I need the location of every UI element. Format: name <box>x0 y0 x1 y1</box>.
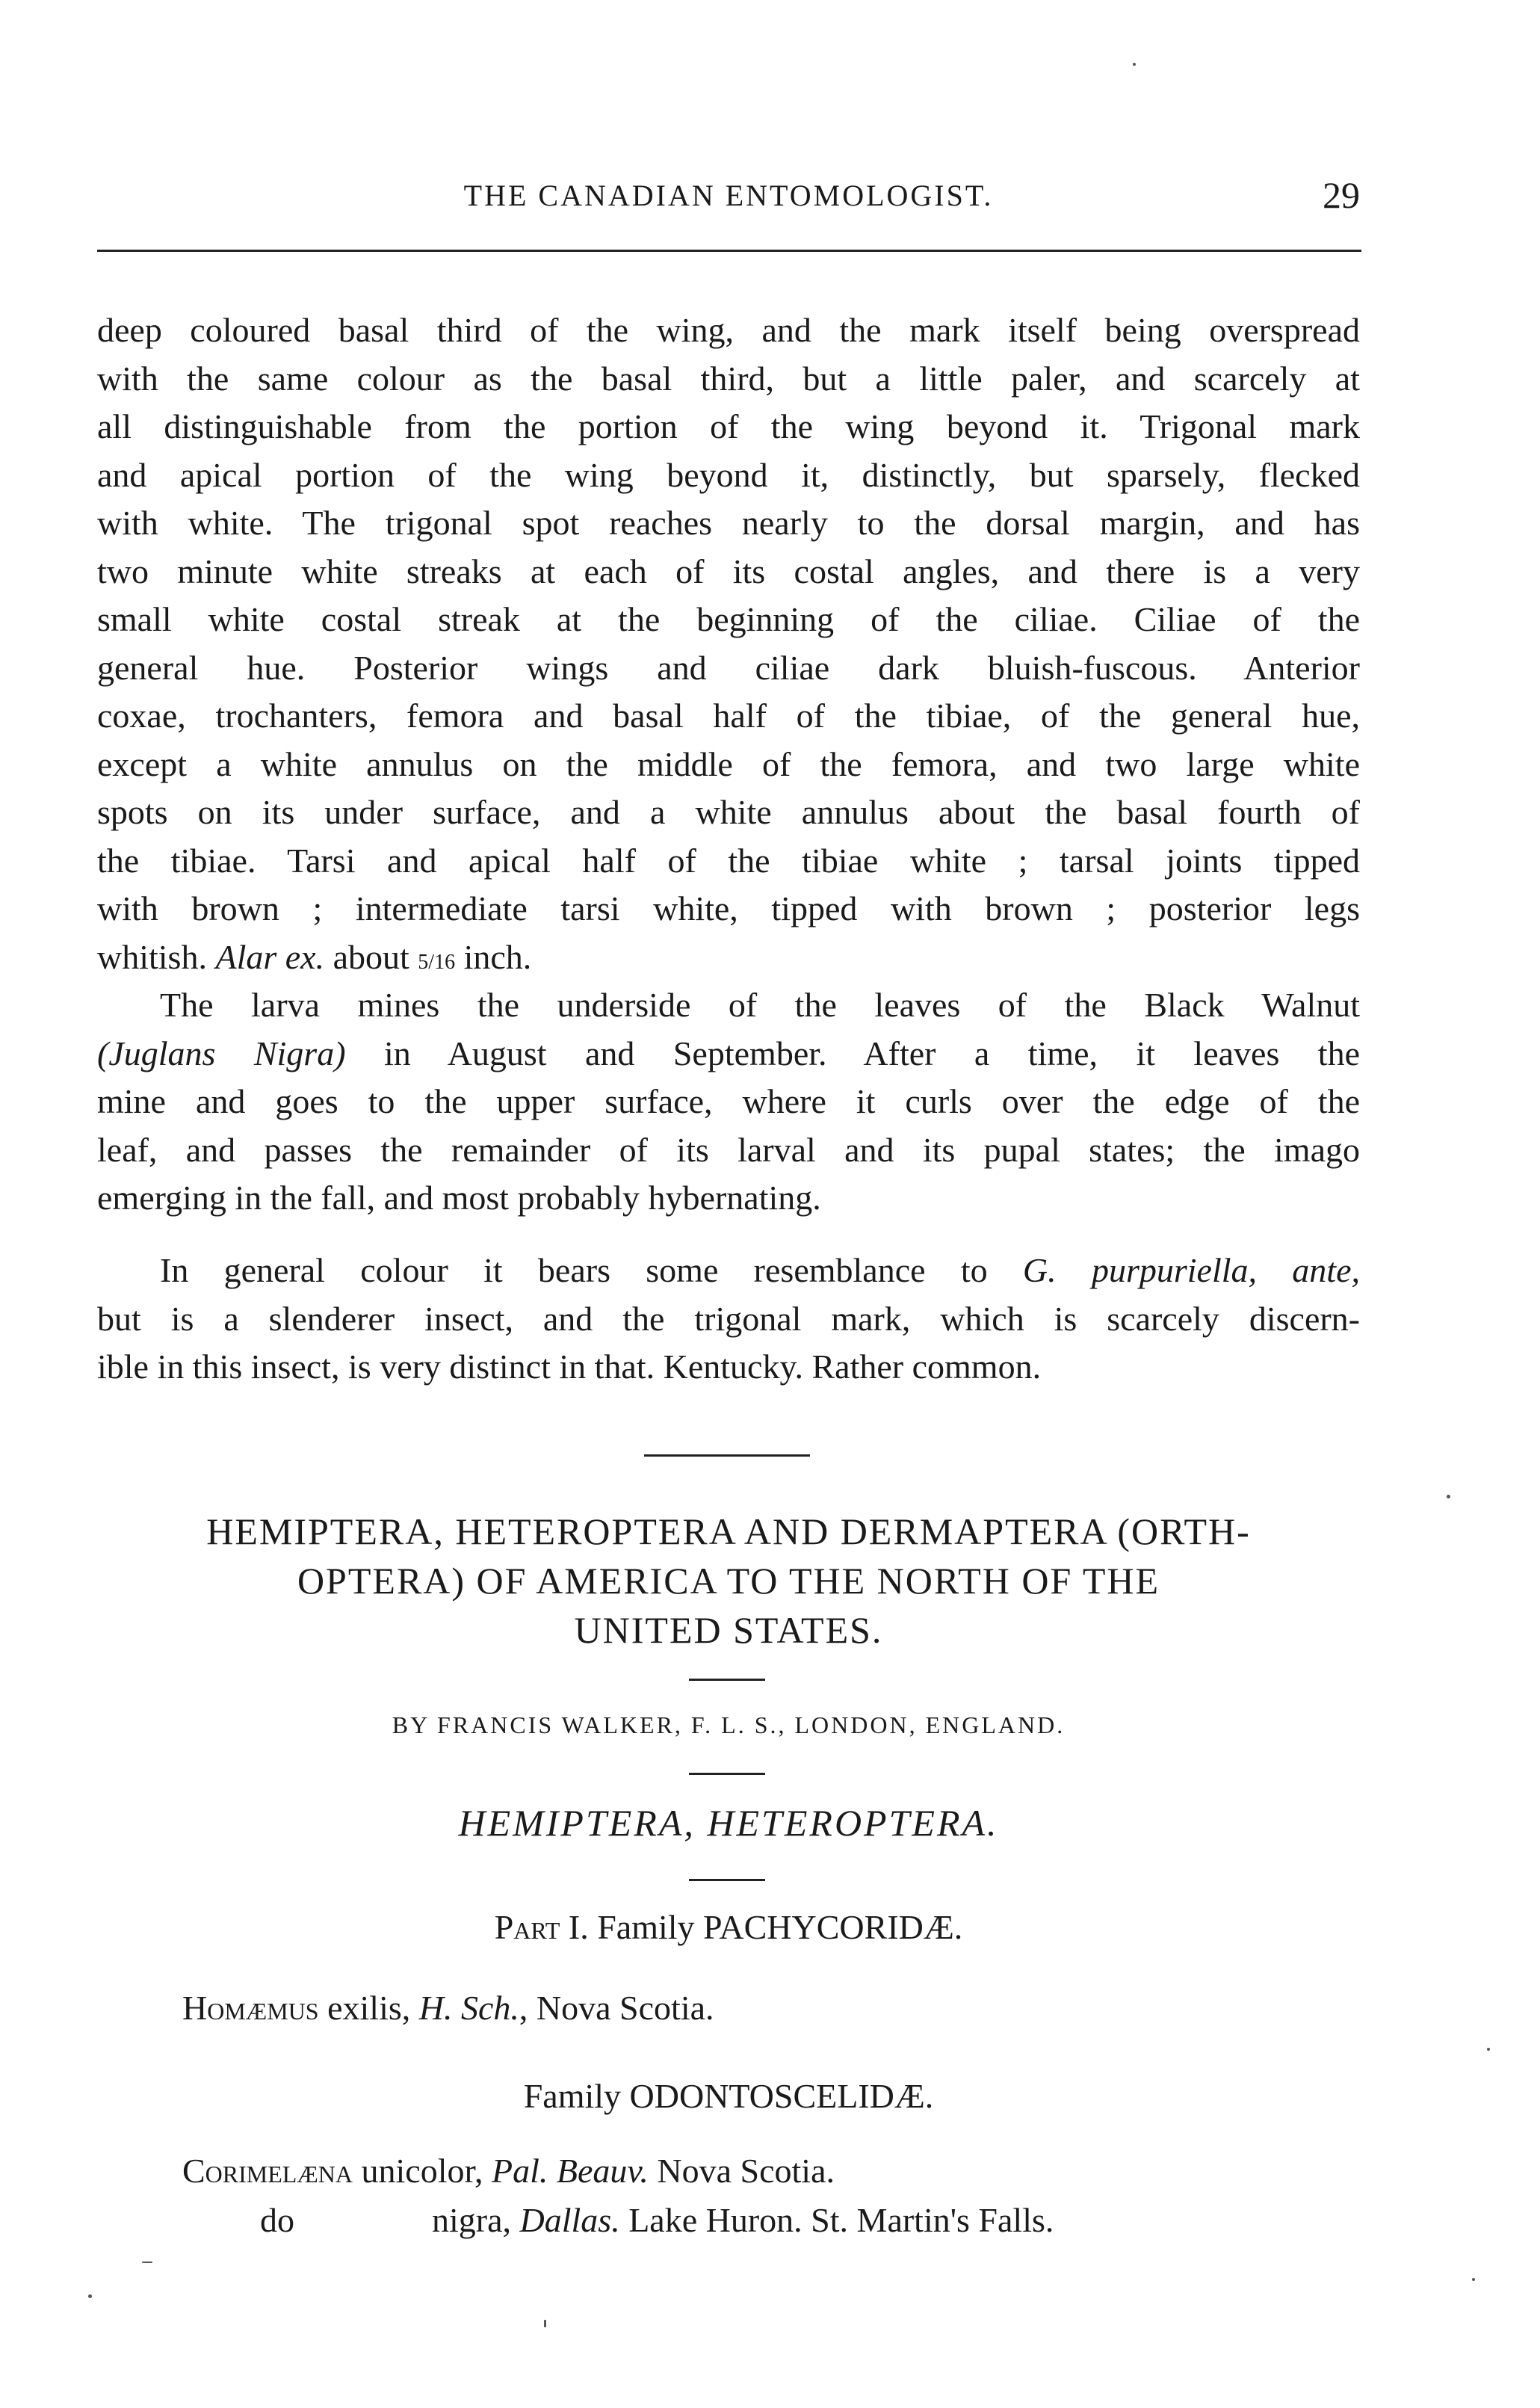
text-line: small white costal streak at the beginning of the ciliae. Ciliae of the <box>97 600 1360 638</box>
alar-expanse-label: Alar ex. <box>215 937 325 976</box>
text-line: except a white annulus on the middle of the femora, and two large white <box>97 744 1360 783</box>
paragraph-larva <box>97 981 1360 1223</box>
text-line: coxae, trochanters, femora and basal half of the tibiae, of the general hue, <box>97 697 1360 735</box>
species-entry <box>182 2151 835 2191</box>
paragraph-description <box>97 306 1360 981</box>
byline: BY FRANCIS WALKER, F. L. S., LONDON, ENGLAND. <box>392 1711 1066 1738</box>
text-line: with brown ; intermediate tarsi white, tipped with brown ; posterior legs <box>97 889 1360 927</box>
scan-speck <box>544 2320 546 2327</box>
title-line: UNITED STATES. <box>574 1609 883 1651</box>
genus-name: Corimelæna <box>182 2152 353 2190</box>
text-line: deep coloured basal third of the wing, and the mark itself being overspread <box>97 311 1360 349</box>
section-subtitle: HEMIPTERA, HETEROPTERA. <box>458 1802 999 1844</box>
text-line: and apical portion of the wing beyond it, distinctly, but sparsely, flecked <box>97 455 1360 494</box>
species-epithet: unicolor, <box>353 2152 492 2190</box>
running-head <box>97 173 1360 218</box>
text-fragment: in August and September. After a time, it leaves the <box>345 1034 1360 1072</box>
species-locality: , Nova Scotia. <box>519 1989 714 2027</box>
species-author: Pal. Beauv. <box>491 2152 649 2190</box>
species-entry <box>182 1988 714 2028</box>
text-line: all distinguishable from the portion of the wing beyond it. Trigonal mark <box>97 407 1360 445</box>
section-divider <box>644 1454 810 1457</box>
text-fragment: In general colour it bears some resemblance to <box>160 1251 1023 1289</box>
species-author: H. Sch. <box>418 1989 519 2027</box>
family-name: Family PACHYCORIDÆ. <box>588 1908 963 1946</box>
text-line: general hue. Posterior wings and ciliae dark bluish-fuscous. Anterior <box>97 648 1360 687</box>
species-entry <box>432 2200 1054 2240</box>
text-line: leaf, and passes the remainder of its larval and its pupal states; the imago <box>97 1130 1360 1169</box>
text-line: The larva mines the underside of the leaves of the Black Walnut <box>160 986 1360 1024</box>
text-line: mine and goes to the upper surface, where it curls over the edge of the <box>97 1082 1360 1120</box>
species-name-italic: (Juglans Nigra) <box>97 1034 346 1072</box>
text-line-last: ible in this insect, is very distinct in that. Kentucky. Rather common. <box>97 1347 1042 1386</box>
paragraph-comparison <box>97 1247 1360 1392</box>
text-line: but is a slenderer insect, and the trigonal mark, which is scarcely discern- <box>97 1299 1360 1338</box>
text-line-last: emerging in the fall, and most probably hybernating. <box>97 1179 821 1217</box>
title-line: OPTERA) OF AMERICA TO THE NORTH OF THE <box>297 1560 1160 1602</box>
byline-rule <box>689 1773 765 1775</box>
text-line <box>97 1030 1360 1078</box>
species-locality: Lake Huron. St. Martin's Falls. <box>619 2201 1054 2239</box>
text-line: two minute white streaks at each of its costal angles, and there is a very <box>97 552 1360 590</box>
text-fragment: inch. <box>455 937 532 976</box>
species-author: Dallas. <box>519 2201 620 2239</box>
scan-speck <box>1133 63 1136 66</box>
subtitle-rule <box>689 1879 765 1881</box>
part-heading <box>97 1907 1360 1947</box>
text-line: with the same colour as the basal third, but a little paler, and scarcely at <box>97 359 1360 398</box>
text-line <box>97 1247 1360 1295</box>
scan-speck <box>1487 2048 1490 2051</box>
text-fragment: whitish. <box>97 937 216 976</box>
text-line: the tibiae. Tarsi and apical half of the tibiae white ; tarsal joints tipped <box>97 841 1360 880</box>
text-line: spots on its under surface, and a white annulus about the basal fourth of <box>97 793 1360 831</box>
scan-speck <box>1472 2278 1475 2281</box>
species-reference-italic: G. purpuriella, ante, <box>1022 1251 1360 1289</box>
running-title: THE CANADIAN ENTOMOLOGIST. <box>463 179 994 212</box>
species-epithet: exilis, <box>318 1989 419 2027</box>
title-rule <box>689 1679 765 1681</box>
part-label: Part I. <box>494 1908 589 1946</box>
species-locality: Nova Scotia. <box>648 2152 835 2190</box>
page-number: 29 <box>1323 174 1360 216</box>
wingspan-fraction: 5/16 <box>418 950 456 974</box>
text-line: with white. The trigonal spot reaches nearly to the dorsal margin, and has <box>97 504 1360 542</box>
species-epithet: nigra, <box>432 2201 520 2239</box>
scan-speck <box>88 2294 92 2298</box>
article-title <box>97 1507 1360 1655</box>
text-line-last <box>97 933 1360 982</box>
scan-speck <box>1447 1495 1450 1498</box>
genus-name: Homæmus <box>182 1989 319 2027</box>
species-ditto: do <box>260 2201 294 2239</box>
title-line: HEMIPTERA, HETEROPTERA AND DERMAPTERA (ORTH- <box>206 1510 1251 1552</box>
text-fragment: about <box>324 937 418 976</box>
header-rule <box>97 250 1361 252</box>
family-heading: Family ODONTOSCELIDÆ. <box>523 2077 934 2115</box>
scan-speck <box>142 2262 152 2263</box>
